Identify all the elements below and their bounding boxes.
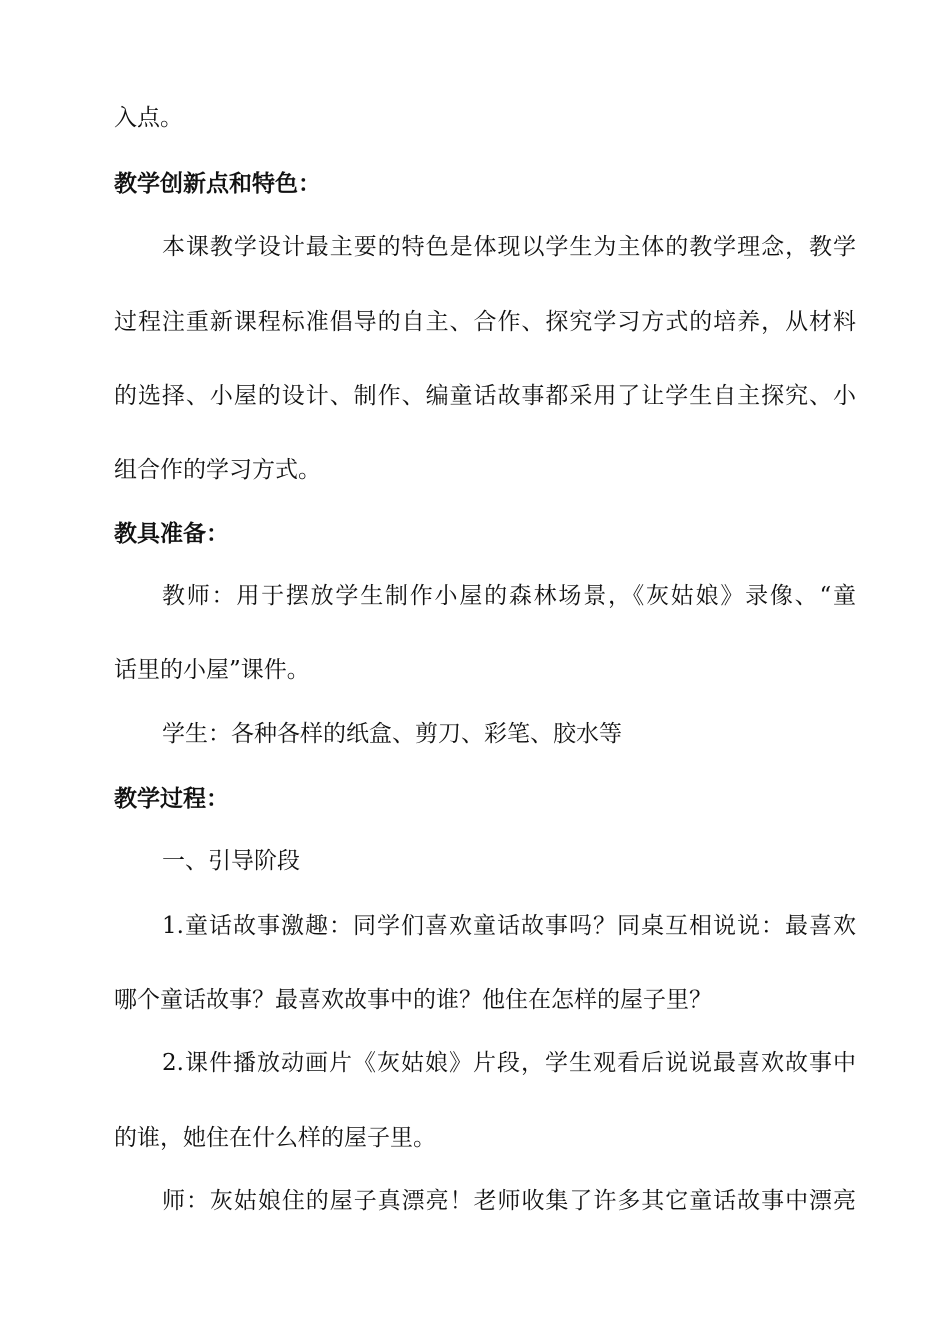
paragraph-innovation-line-3: 的选择、小屋的设计、制作、编童话故事都采用了让学生自主探究、小 [114,383,856,409]
paragraph-teacher-speech: 师：灰姑娘住的屋子真漂亮！老师收集了许多其它童话故事中漂亮 [162,1188,856,1214]
paragraph-teacher-aids-line-1: 教师：用于摆放学生制作小屋的森林场景，《灰姑娘》录像、“童 [162,583,856,609]
heading-teaching-process: 教学过程： [114,785,229,812]
heading-innovation: 教学创新点和特色： [114,170,321,197]
heading-teaching-aids: 教具准备： [114,520,229,547]
section-title-guide-stage: 一、引导阶段 [162,848,300,874]
item-1-line-2: 哪个童话故事？最喜欢故事中的谁？他住在怎样的屋子里？ [114,987,712,1013]
paragraph-innovation-line-1: 本课教学设计最主要的特色是体现以学生为主体的教学理念，教学 [162,234,856,260]
paragraph-student-aids: 学生：各种各样的纸盒、剪刀、彩笔、胶水等 [162,721,622,747]
item-2-line-2: 的谁，她住在什么样的屋子里。 [114,1125,436,1151]
paragraph-innovation-line-2: 过程注重新课程标准倡导的自主、合作、探究学习方式的培养，从材料 [114,309,856,335]
item-2-line-1: 2.课件播放动画片《灰姑娘》片段，学生观看后说说最喜欢故事中 [162,1050,856,1076]
item-1-line-1: 1.童话故事激趣：同学们喜欢童话故事吗？同桌互相说说：最喜欢 [162,913,856,939]
text-line-intro-end: 入点。 [114,105,183,131]
paragraph-innovation-line-4: 组合作的学习方式。 [114,457,321,483]
paragraph-teacher-aids-line-2: 话里的小屋”课件。 [114,657,310,683]
